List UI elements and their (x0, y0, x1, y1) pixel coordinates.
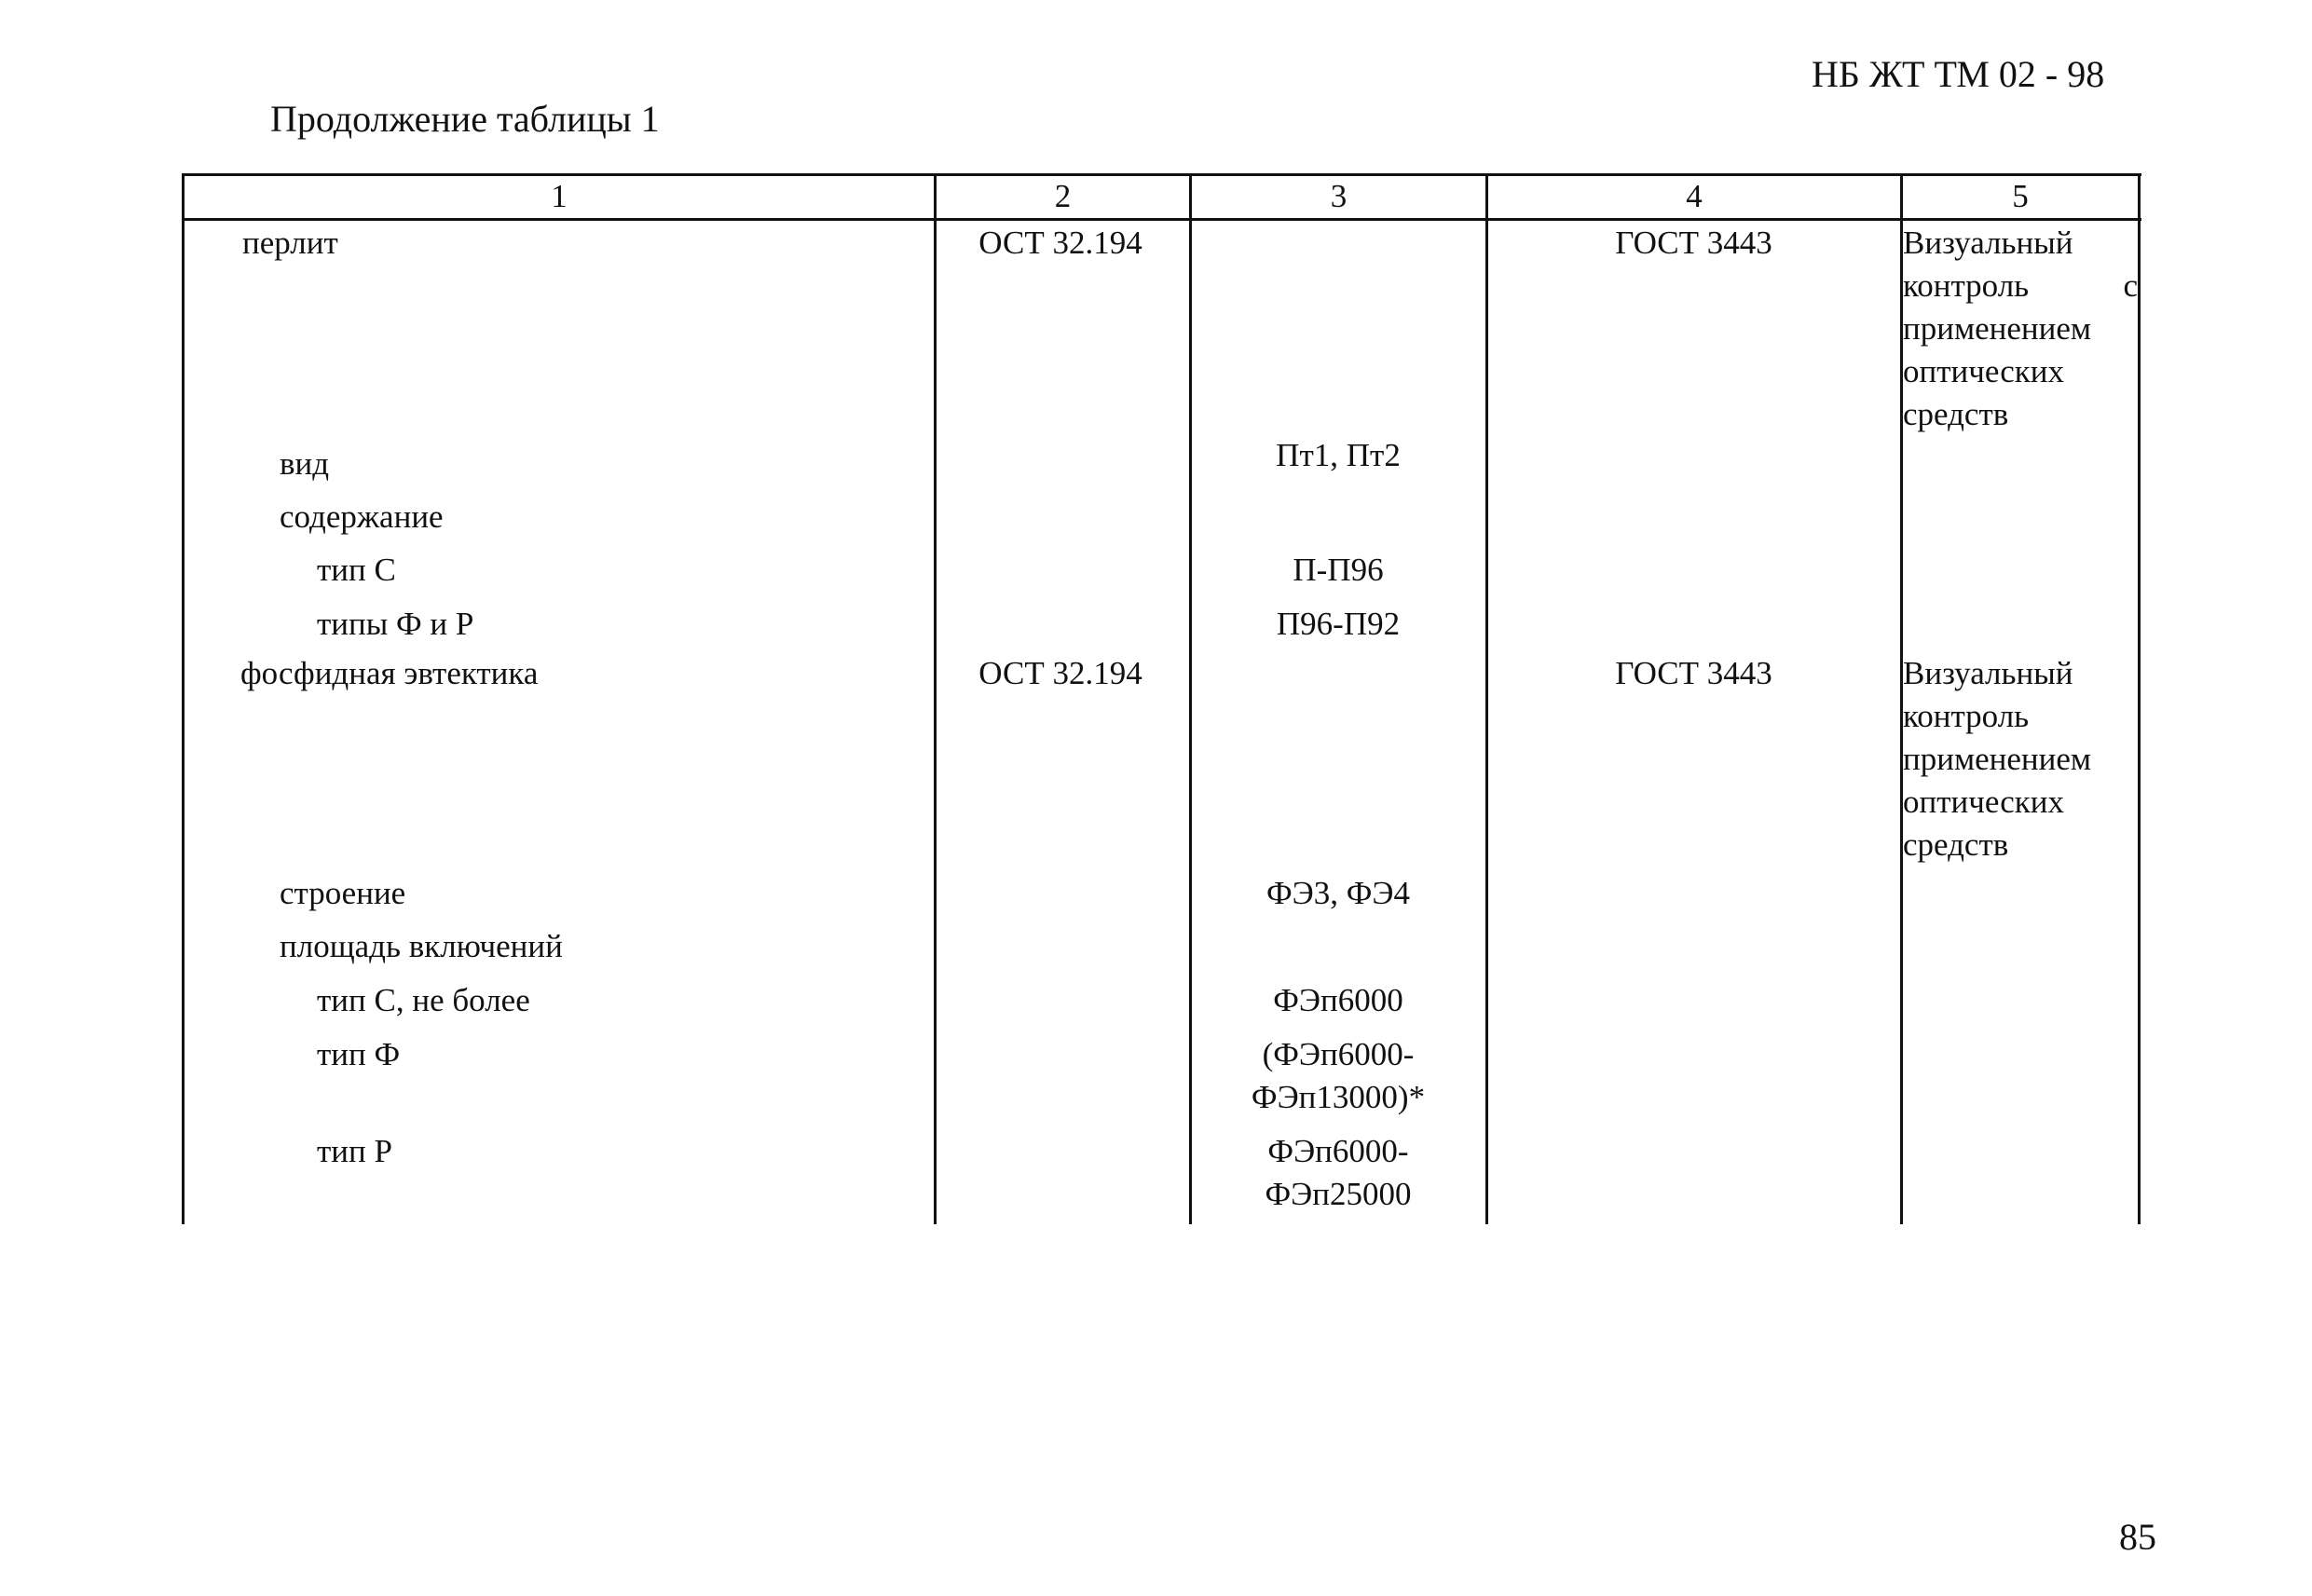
document-code: НБ ЖТ ТМ 02 - 98 (1812, 53, 2105, 95)
control-method-line: оптических (1903, 353, 2065, 389)
parameter-label: тип Р (317, 1133, 392, 1169)
parameter-value-line: (ФЭп6000- (1262, 1036, 1415, 1072)
table-left-border (182, 173, 185, 1224)
parameter-value-line: ФЭп25000 (1265, 1176, 1412, 1212)
parameter-value: П-П96 (1293, 552, 1384, 588)
standard-reference: ОСТ 32.194 (978, 225, 1142, 261)
parameter-value: Пт1, Пт2 (1276, 437, 1401, 473)
control-method-line: оптических (1903, 784, 2065, 820)
column-header-3: 3 (1330, 178, 1348, 214)
control-method (1903, 652, 2138, 866)
section-title: фосфидная эвтектика (240, 655, 539, 691)
control-method-line: применением (1903, 741, 2092, 777)
control-method-line: применением (1903, 310, 2092, 347)
parameter-label: вид (280, 445, 330, 482)
table-caption: Продолжение таблицы 1 (270, 98, 660, 140)
column-header-4: 4 (1686, 178, 1703, 214)
parameter-label: типы Ф и Р (317, 606, 474, 642)
control-method-line: с (2123, 267, 2138, 304)
section-title: перлит (242, 225, 338, 261)
test-method-standard: ГОСТ 3443 (1615, 655, 1772, 691)
standard-reference: ОСТ 32.194 (978, 655, 1142, 691)
parameter-value-line: ФЭп13000)* (1251, 1079, 1426, 1115)
column-divider-1-2 (934, 173, 937, 1224)
parameter-label: строение (280, 875, 406, 911)
control-method-line: Визуальный (1903, 655, 2073, 691)
parameter-label: тип С (317, 552, 396, 588)
parameter-value: ФЭп6000 (1273, 982, 1403, 1018)
parameter-label: площадь включений (280, 928, 563, 964)
parameter-label: содержание (280, 498, 444, 535)
column-header-5: 5 (2012, 178, 2029, 214)
table-right-border (2138, 173, 2141, 1224)
parameter-value (1190, 1130, 1486, 1216)
test-method-standard: ГОСТ 3443 (1615, 225, 1772, 261)
parameter-label: тип Ф (317, 1036, 401, 1072)
control-method-line: средств (1903, 396, 2009, 432)
control-method (1903, 222, 2138, 436)
control-method-line: Визуальный (1903, 225, 2073, 261)
control-method-line: контроль (1903, 267, 2030, 304)
parameter-value-line: ФЭп6000- (1267, 1133, 1409, 1169)
parameter-value: ФЭ3, ФЭ4 (1265, 875, 1410, 911)
control-method-line: средств (1903, 826, 2009, 863)
control-method-line: контроль (1903, 698, 2030, 734)
page-number: 85 (2119, 1516, 2156, 1558)
column-header-1: 1 (551, 178, 568, 214)
parameter-value: П96-П92 (1276, 606, 1401, 642)
column-header-2: 2 (1054, 178, 1072, 214)
parameter-label: тип С, не более (317, 982, 530, 1018)
table-header-separator (183, 218, 2141, 221)
parameter-value (1190, 1033, 1486, 1119)
